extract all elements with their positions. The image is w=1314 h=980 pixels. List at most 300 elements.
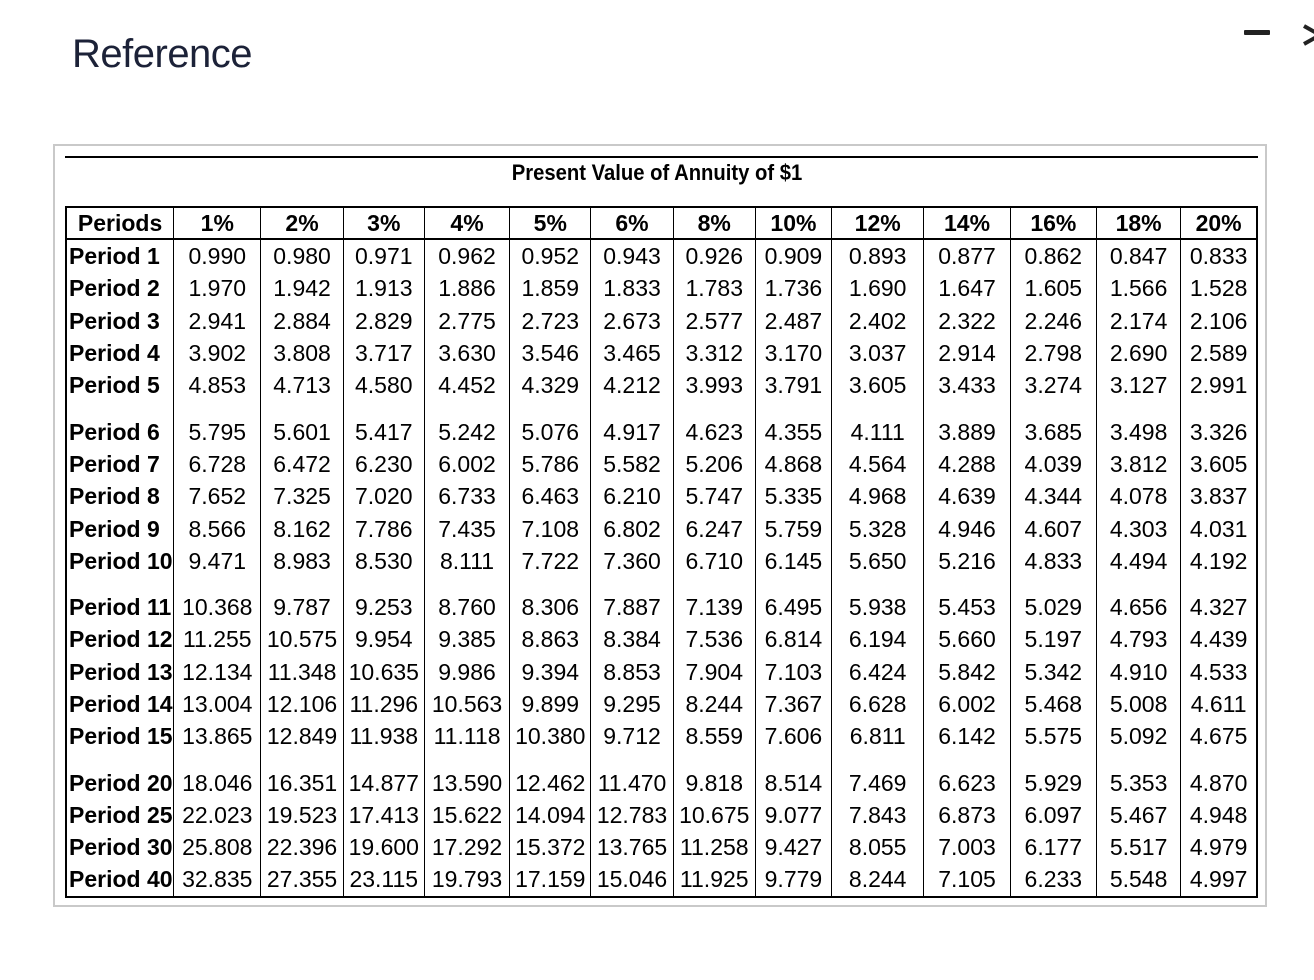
factor-cell: 6.233: [1010, 863, 1096, 896]
spacer-cell: [66, 577, 174, 591]
factor-cell: 5.353: [1096, 766, 1180, 798]
factor-cell: 17.413: [343, 799, 424, 831]
spacer-cell: [673, 577, 755, 591]
factor-cell: 4.968: [832, 480, 924, 512]
factor-cell: 6.873: [924, 799, 1010, 831]
factor-cell: 1.605: [1010, 272, 1096, 304]
factor-cell: 17.292: [424, 831, 509, 863]
spacer-cell: [424, 752, 509, 766]
header-row: [66, 207, 1257, 239]
factor-cell: 7.435: [424, 512, 509, 544]
factor-cell: 2.723: [510, 305, 591, 337]
factor-cell: 4.288: [924, 448, 1010, 480]
factor-cell: 5.335: [755, 480, 831, 512]
factor-cell: 4.639: [924, 480, 1010, 512]
factor-cell: 2.246: [1010, 305, 1096, 337]
factor-cell: 3.312: [673, 337, 755, 369]
spacer-cell: [343, 401, 424, 415]
factor-cell: 13.004: [174, 688, 261, 720]
factor-cell: 1.913: [343, 272, 424, 304]
factor-cell: 13.865: [174, 720, 261, 752]
spacer-cell: [1010, 401, 1096, 415]
factor-cell: 8.559: [673, 720, 755, 752]
factor-cell: 4.868: [755, 448, 831, 480]
factor-cell: 3.993: [673, 369, 755, 401]
factor-cell: 8.244: [673, 688, 755, 720]
spacer-cell: [174, 577, 261, 591]
factor-cell: 2.106: [1181, 305, 1257, 337]
factor-cell: 2.991: [1181, 369, 1257, 401]
factor-cell: 6.802: [591, 512, 673, 544]
factor-cell: 1.647: [924, 272, 1010, 304]
factor-cell: 11.925: [673, 863, 755, 896]
factor-cell: 19.793: [424, 863, 509, 896]
factor-cell: 7.722: [510, 545, 591, 577]
table-title: Present Value of Annuity of $1: [511, 160, 803, 185]
factor-cell: 2.941: [174, 305, 261, 337]
factor-cell: 6.097: [1010, 799, 1096, 831]
factor-cell: 10.380: [510, 720, 591, 752]
factor-cell: 2.577: [673, 305, 755, 337]
table-row: [66, 623, 1257, 655]
factor-cell: 11.255: [174, 623, 261, 655]
period-label: Period 40: [66, 863, 174, 896]
factor-cell: 5.759: [755, 512, 831, 544]
factor-cell: 3.546: [510, 337, 591, 369]
factor-cell: 3.808: [261, 337, 343, 369]
factor-cell: 6.811: [832, 720, 924, 752]
factor-cell: 4.833: [1010, 545, 1096, 577]
factor-cell: 1.690: [832, 272, 924, 304]
top-rule: [65, 156, 1258, 158]
factor-cell: 1.859: [510, 272, 591, 304]
factor-cell: 10.635: [343, 656, 424, 688]
table-row: [66, 448, 1257, 480]
factor-cell: 2.673: [591, 305, 673, 337]
spacer-cell: [832, 752, 924, 766]
factor-cell: 11.258: [673, 831, 755, 863]
factor-cell: 1.566: [1096, 272, 1180, 304]
factor-cell: 6.472: [261, 448, 343, 480]
factor-cell: 5.076: [510, 415, 591, 447]
factor-cell: 1.970: [174, 272, 261, 304]
factor-cell: 6.733: [424, 480, 509, 512]
spacer-cell: [510, 752, 591, 766]
factor-cell: 7.139: [673, 591, 755, 623]
factor-cell: 3.791: [755, 369, 831, 401]
column-header-rate: 8%: [673, 207, 755, 239]
factor-cell: 7.003: [924, 831, 1010, 863]
factor-cell: 5.660: [924, 623, 1010, 655]
factor-cell: 8.162: [261, 512, 343, 544]
column-header-rate: 5%: [510, 207, 591, 239]
table-row: [66, 688, 1257, 720]
period-label: Period 11: [66, 591, 174, 623]
factor-cell: 3.465: [591, 337, 673, 369]
factor-cell: 3.902: [174, 337, 261, 369]
spacer-cell: [343, 577, 424, 591]
factor-cell: 3.812: [1096, 448, 1180, 480]
factor-cell: 9.394: [510, 656, 591, 688]
factor-cell: 8.306: [510, 591, 591, 623]
factor-cell: 7.325: [261, 480, 343, 512]
factor-cell: 3.605: [1181, 448, 1257, 480]
factor-cell: 8.863: [510, 623, 591, 655]
factor-cell: 4.607: [1010, 512, 1096, 544]
factor-cell: 1.783: [673, 272, 755, 304]
factor-cell: 4.031: [1181, 512, 1257, 544]
spacer-cell: [1010, 577, 1096, 591]
factor-cell: 0.862: [1010, 239, 1096, 272]
spacer-cell: [1010, 752, 1096, 766]
factor-cell: 4.355: [755, 415, 831, 447]
factor-cell: 5.328: [832, 512, 924, 544]
factor-cell: 7.105: [924, 863, 1010, 896]
factor-cell: 6.145: [755, 545, 831, 577]
spacer-cell: [510, 401, 591, 415]
spacer-cell: [1096, 577, 1180, 591]
period-label: Period 3: [66, 305, 174, 337]
factor-cell: 0.990: [174, 239, 261, 272]
table-row: [66, 863, 1257, 896]
factor-cell: 6.710: [673, 545, 755, 577]
factor-cell: 4.039: [1010, 448, 1096, 480]
factor-cell: 9.077: [755, 799, 831, 831]
factor-cell: 2.589: [1181, 337, 1257, 369]
factor-cell: 7.606: [755, 720, 831, 752]
factor-cell: 4.979: [1181, 831, 1257, 863]
table-row: [66, 512, 1257, 544]
factor-cell: 4.344: [1010, 480, 1096, 512]
factor-cell: 9.471: [174, 545, 261, 577]
group-spacer: [66, 401, 1257, 415]
column-header-rate: 1%: [174, 207, 261, 239]
spacer-cell: [755, 401, 831, 415]
factor-cell: 6.177: [1010, 831, 1096, 863]
column-header-rate: 20%: [1181, 207, 1257, 239]
factor-cell: 6.230: [343, 448, 424, 480]
factor-cell: 4.870: [1181, 766, 1257, 798]
factor-cell: 4.853: [174, 369, 261, 401]
factor-cell: 0.962: [424, 239, 509, 272]
factor-cell: 7.108: [510, 512, 591, 544]
page-title: Reference: [72, 32, 253, 76]
factor-cell: 5.342: [1010, 656, 1096, 688]
factor-cell: 8.384: [591, 623, 673, 655]
spacer-cell: [924, 577, 1010, 591]
period-label: Period 1: [66, 239, 174, 272]
factor-cell: 3.498: [1096, 415, 1180, 447]
spacer-cell: [832, 401, 924, 415]
spacer-cell: [174, 752, 261, 766]
factor-cell: 4.564: [832, 448, 924, 480]
factor-cell: 3.630: [424, 337, 509, 369]
group-spacer: [66, 752, 1257, 766]
spacer-cell: [924, 401, 1010, 415]
factor-cell: 12.134: [174, 656, 261, 688]
spacer-cell: [591, 401, 673, 415]
spacer-cell: [591, 577, 673, 591]
column-header-rate: 14%: [924, 207, 1010, 239]
factor-cell: 4.327: [1181, 591, 1257, 623]
factor-cell: 5.216: [924, 545, 1010, 577]
column-header-rate: 6%: [591, 207, 673, 239]
period-label: Period 13: [66, 656, 174, 688]
factor-cell: 15.372: [510, 831, 591, 863]
factor-cell: 4.329: [510, 369, 591, 401]
factor-cell: 7.904: [673, 656, 755, 688]
factor-cell: 9.295: [591, 688, 673, 720]
factor-cell: 1.833: [591, 272, 673, 304]
factor-cell: 4.452: [424, 369, 509, 401]
factor-cell: 1.942: [261, 272, 343, 304]
factor-cell: 13.765: [591, 831, 673, 863]
factor-cell: 6.002: [424, 448, 509, 480]
factor-cell: 3.274: [1010, 369, 1096, 401]
factor-cell: 7.103: [755, 656, 831, 688]
factor-cell: 2.775: [424, 305, 509, 337]
factor-cell: 2.829: [343, 305, 424, 337]
factor-cell: 4.946: [924, 512, 1010, 544]
factor-cell: 5.575: [1010, 720, 1096, 752]
factor-cell: 9.385: [424, 623, 509, 655]
factor-cell: 0.971: [343, 239, 424, 272]
minimize-icon: [1244, 30, 1270, 35]
factor-cell: 8.244: [832, 863, 924, 896]
factor-cell: 0.847: [1096, 239, 1180, 272]
table-row: [66, 415, 1257, 447]
table-body: [66, 239, 1257, 897]
spacer-cell: [673, 752, 755, 766]
factor-cell: 8.514: [755, 766, 831, 798]
column-header-periods: Periods: [66, 207, 174, 239]
factor-cell: 7.469: [832, 766, 924, 798]
factor-cell: 14.877: [343, 766, 424, 798]
spacer-cell: [832, 577, 924, 591]
period-label: Period 20: [66, 766, 174, 798]
column-header-rate: 12%: [832, 207, 924, 239]
factor-cell: 23.115: [343, 863, 424, 896]
spacer-cell: [1096, 401, 1180, 415]
factor-cell: 3.037: [832, 337, 924, 369]
factor-cell: 25.808: [174, 831, 261, 863]
factor-cell: 8.760: [424, 591, 509, 623]
table-row: [66, 766, 1257, 798]
column-header-rate: 2%: [261, 207, 343, 239]
present-value-table: [65, 206, 1258, 898]
factor-cell: 32.835: [174, 863, 261, 896]
factor-cell: 3.433: [924, 369, 1010, 401]
factor-cell: 4.303: [1096, 512, 1180, 544]
factor-cell: 11.470: [591, 766, 673, 798]
spacer-cell: [591, 752, 673, 766]
spacer-cell: [66, 401, 174, 415]
period-label: Period 14: [66, 688, 174, 720]
spacer-cell: [261, 577, 343, 591]
factor-cell: 4.212: [591, 369, 673, 401]
period-label: Period 30: [66, 831, 174, 863]
factor-cell: 6.002: [924, 688, 1010, 720]
factor-cell: 10.368: [174, 591, 261, 623]
table-row: [66, 831, 1257, 863]
factor-cell: 12.106: [261, 688, 343, 720]
factor-cell: 17.159: [510, 863, 591, 896]
factor-cell: 4.078: [1096, 480, 1180, 512]
factor-cell: 0.877: [924, 239, 1010, 272]
factor-cell: 8.111: [424, 545, 509, 577]
spacer-cell: [510, 577, 591, 591]
period-label: Period 4: [66, 337, 174, 369]
table-row: [66, 337, 1257, 369]
factor-cell: 15.622: [424, 799, 509, 831]
factor-cell: 4.675: [1181, 720, 1257, 752]
spacer-cell: [673, 401, 755, 415]
spacer-cell: [755, 577, 831, 591]
spacer-cell: [1181, 401, 1257, 415]
factor-cell: 7.887: [591, 591, 673, 623]
factor-cell: 7.360: [591, 545, 673, 577]
factor-cell: 14.094: [510, 799, 591, 831]
spacer-cell: [755, 752, 831, 766]
factor-cell: 2.402: [832, 305, 924, 337]
spacer-cell: [343, 752, 424, 766]
spacer-cell: [66, 752, 174, 766]
factor-cell: 6.728: [174, 448, 261, 480]
factor-cell: 8.853: [591, 656, 673, 688]
factor-cell: 9.712: [591, 720, 673, 752]
period-label: Period 8: [66, 480, 174, 512]
factor-cell: 6.628: [832, 688, 924, 720]
factor-cell: 6.424: [832, 656, 924, 688]
column-header-rate: 10%: [755, 207, 831, 239]
factor-cell: 22.396: [261, 831, 343, 863]
factor-cell: 0.952: [510, 239, 591, 272]
spacer-cell: [261, 401, 343, 415]
spacer-cell: [1096, 752, 1180, 766]
factor-cell: 8.530: [343, 545, 424, 577]
factor-cell: 5.467: [1096, 799, 1180, 831]
factor-cell: 4.494: [1096, 545, 1180, 577]
table-row: [66, 656, 1257, 688]
factor-cell: 27.355: [261, 863, 343, 896]
factor-cell: 5.453: [924, 591, 1010, 623]
spacer-cell: [1181, 752, 1257, 766]
factor-cell: 19.600: [343, 831, 424, 863]
close-button[interactable]: [1298, 20, 1314, 50]
factor-cell: 3.127: [1096, 369, 1180, 401]
table-row: [66, 720, 1257, 752]
group-spacer: [66, 577, 1257, 591]
factor-cell: 7.536: [673, 623, 755, 655]
factor-cell: 7.367: [755, 688, 831, 720]
factor-cell: 8.055: [832, 831, 924, 863]
factor-cell: 12.462: [510, 766, 591, 798]
factor-cell: 11.296: [343, 688, 424, 720]
factor-cell: 3.837: [1181, 480, 1257, 512]
factor-cell: 19.523: [261, 799, 343, 831]
spacer-cell: [261, 752, 343, 766]
period-label: Period 12: [66, 623, 174, 655]
column-header-rate: 18%: [1096, 207, 1180, 239]
factor-cell: 6.210: [591, 480, 673, 512]
factor-cell: 3.717: [343, 337, 424, 369]
factor-cell: 2.798: [1010, 337, 1096, 369]
factor-cell: 9.787: [261, 591, 343, 623]
table-row: [66, 591, 1257, 623]
factor-cell: 12.849: [261, 720, 343, 752]
minimize-button[interactable]: [1244, 20, 1272, 44]
factor-cell: 2.884: [261, 305, 343, 337]
factor-cell: 5.929: [1010, 766, 1096, 798]
period-label: Period 9: [66, 512, 174, 544]
factor-cell: 0.926: [673, 239, 755, 272]
factor-cell: 6.194: [832, 623, 924, 655]
factor-cell: 6.463: [510, 480, 591, 512]
factor-cell: 4.713: [261, 369, 343, 401]
factor-cell: 4.948: [1181, 799, 1257, 831]
factor-cell: 2.174: [1096, 305, 1180, 337]
factor-cell: 5.795: [174, 415, 261, 447]
spacer-cell: [424, 577, 509, 591]
factor-cell: 5.197: [1010, 623, 1096, 655]
factor-cell: 3.326: [1181, 415, 1257, 447]
factor-cell: 4.533: [1181, 656, 1257, 688]
factor-cell: 6.495: [755, 591, 831, 623]
factor-cell: 5.029: [1010, 591, 1096, 623]
factor-cell: 10.563: [424, 688, 509, 720]
table-row: [66, 480, 1257, 512]
factor-cell: 4.111: [832, 415, 924, 447]
factor-cell: 2.690: [1096, 337, 1180, 369]
factor-cell: 12.783: [591, 799, 673, 831]
factor-cell: 4.580: [343, 369, 424, 401]
factor-cell: 6.247: [673, 512, 755, 544]
period-label: Period 2: [66, 272, 174, 304]
table-row: [66, 799, 1257, 831]
factor-cell: 4.192: [1181, 545, 1257, 577]
column-header-rate: 16%: [1010, 207, 1096, 239]
factor-cell: 3.170: [755, 337, 831, 369]
factor-cell: 1.736: [755, 272, 831, 304]
factor-cell: 5.601: [261, 415, 343, 447]
factor-cell: 9.986: [424, 656, 509, 688]
factor-cell: 9.779: [755, 863, 831, 896]
factor-cell: 2.487: [755, 305, 831, 337]
factor-cell: 7.652: [174, 480, 261, 512]
spacer-cell: [174, 401, 261, 415]
factor-cell: 5.206: [673, 448, 755, 480]
factor-cell: 22.023: [174, 799, 261, 831]
factor-cell: 5.417: [343, 415, 424, 447]
table-row: [66, 545, 1257, 577]
period-label: Period 6: [66, 415, 174, 447]
factor-cell: 6.623: [924, 766, 1010, 798]
factor-cell: 4.917: [591, 415, 673, 447]
factor-cell: 1.886: [424, 272, 509, 304]
factor-cell: 13.590: [424, 766, 509, 798]
period-label: Period 25: [66, 799, 174, 831]
table-row: [66, 272, 1257, 304]
spacer-cell: [424, 401, 509, 415]
factor-cell: 0.980: [261, 239, 343, 272]
period-label: Period 5: [66, 369, 174, 401]
factor-cell: 10.675: [673, 799, 755, 831]
period-label: Period 15: [66, 720, 174, 752]
close-icon: [1298, 20, 1314, 50]
factor-cell: 5.747: [673, 480, 755, 512]
factor-cell: 4.997: [1181, 863, 1257, 896]
factor-cell: 5.242: [424, 415, 509, 447]
